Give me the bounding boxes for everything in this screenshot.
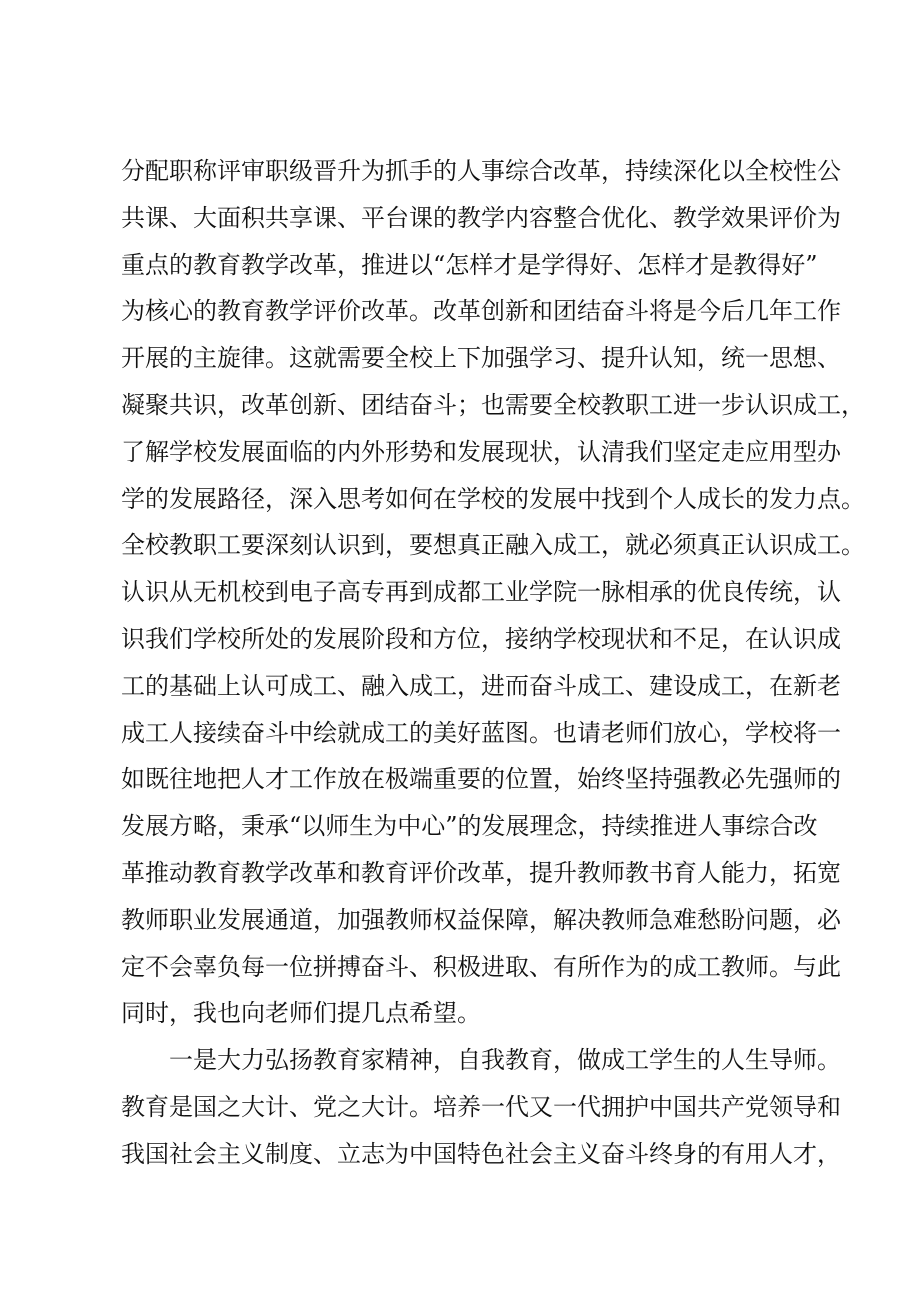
text-line: 分配职称评审职级晋升为抓手的人事综合改革，持续深化以全校性公 <box>121 157 841 185</box>
body-text <box>121 148 865 1178</box>
text-line: 全校教职工要深刻认识到，要想真正融入成工，就必须真正认识成工。 <box>121 531 865 560</box>
text-line: 同时，我也向老师们提几点希望。 <box>121 999 481 1028</box>
text-line: 工的基础上认可成工、融入成工，进而奋斗成工、建设成工，在新老 <box>121 671 841 700</box>
text-line: 认识从无机校到电子高专再到成都工业学院一脉相承的优良传统，认 <box>121 578 841 607</box>
text-line: 开展的主旋律。这就需要全校上下加强学习、提升认知，统一思想、 <box>121 344 841 373</box>
text-line: 教育是国之大计、党之大计。培养一代又一代拥护中国共产党领导和 <box>121 1092 841 1121</box>
text-line: 我国社会主义制度、立志为中国特色社会主义奋斗终身的有用人才， <box>121 1139 841 1168</box>
text-line: 为核心的教育教学评价改革。改革创新和团结奋斗将是今后几年工作 <box>121 297 841 326</box>
text-line: 发展方略，秉承“以师生为中心”的发展理念，持续推进人事综合改 <box>121 812 818 841</box>
text-line: 成工人接续奋斗中绘就成工的美好蓝图。也请老师们放心，学校将一 <box>121 718 841 747</box>
text-line: 识我们学校所处的发展阶段和方位，接纳学校现状和不足，在认识成 <box>121 624 841 653</box>
text-line: 重点的教育教学改革，推进以“怎样才是学得好、怎样才是教得好” <box>121 250 818 279</box>
text-line: 定不会辜负每一位拼搏奋斗、积极进取、有所作为的成工教师。与此 <box>121 952 841 981</box>
text-line: 学的发展路径，深入思考如何在学校的发展中找到个人成长的发力点。 <box>121 484 865 513</box>
text-line: 如既往地把人才工作放在极端重要的位置，始终坚持强教必先强师的 <box>121 765 841 794</box>
text-line: 了解学校发展面临的内外形势和发展现状，认清我们坚定走应用型办 <box>121 437 841 466</box>
text-line: 凝聚共识，改革创新、团结奋斗；也需要全校教职工进一步认识成工， <box>121 390 865 419</box>
text-line: 共课、大面积共享课、平台课的教学内容整合优化、教学效果评价为 <box>121 203 841 232</box>
text-line: 一是大力弘扬教育家精神，自我教育，做成工学生的人生导师。 <box>169 1046 841 1075</box>
text-line: 教师职业发展通道，加强教师权益保障，解决教师急难愁盼问题，必 <box>121 905 841 934</box>
text-line: 革推动教育教学改革和教育评价改革，提升教师教书育人能力，拓宽 <box>121 858 841 887</box>
